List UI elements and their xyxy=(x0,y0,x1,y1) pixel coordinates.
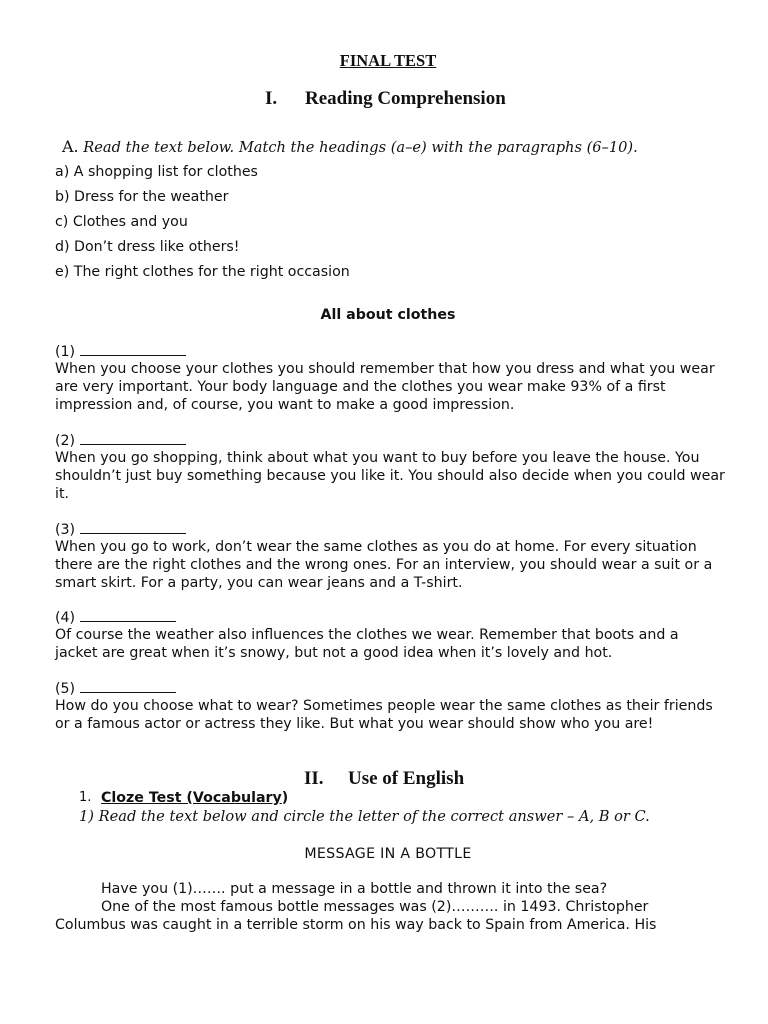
paragraph-label-number: (4) xyxy=(55,610,76,626)
heading-option-a: a) A shopping list for clothes xyxy=(55,164,258,180)
paragraph-2-label xyxy=(55,431,186,449)
paragraph-5-text: How do you choose what to wear? Sometimes people wear the same clothes as their friends or a famous actor or actress they like. But what you wear should show who you are! xyxy=(55,698,713,732)
cloze-title-tail: ) xyxy=(281,790,289,806)
paragraph-4-text: Of course the weather also influences the clothes we wear. Remember that boots and a jacket are great when it’s snowy, but not a good idea when it’s lovely and hot. xyxy=(55,627,679,661)
passage-title: All about clothes xyxy=(320,307,456,323)
bottle-passage-title: MESSAGE IN A BOTTLE xyxy=(304,846,472,862)
section-1-numeral: I. xyxy=(265,88,278,109)
heading-option-e: e) The right clothes for the right occasion xyxy=(55,264,350,280)
answer-blank[interactable] xyxy=(80,342,186,356)
answer-blank[interactable] xyxy=(80,520,186,534)
paragraph-label-number: (1) xyxy=(55,344,76,360)
paragraph-label-number: (3) xyxy=(55,522,76,538)
section-1-heading xyxy=(265,88,506,110)
answer-blank[interactable] xyxy=(80,679,176,693)
section-2-heading xyxy=(304,768,464,790)
paragraph-3-label xyxy=(55,520,186,538)
section-1-instruction xyxy=(62,137,638,156)
section-2-numeral: II. xyxy=(304,768,324,789)
cloze-number: 1. xyxy=(79,790,92,805)
instruction-lead: A. xyxy=(62,137,79,156)
paragraph-1-label xyxy=(55,342,186,360)
heading-option-d: d) Don’t dress like others! xyxy=(55,239,240,255)
answer-blank[interactable] xyxy=(80,431,186,445)
bottle-line-1: Have you (1)……. put a message in a bottle and thrown it into the sea? xyxy=(101,881,608,897)
paragraph-4-label xyxy=(55,608,176,626)
cloze-title-text: Cloze Test (Vocabulary xyxy=(101,790,282,806)
bottle-line-3: Columbus was caught in a terrible storm on his way back to Spain from America. His xyxy=(55,917,657,933)
section-2-title: Use of English xyxy=(348,768,465,789)
paragraph-1-text: When you choose your clothes you should remember that how you dress and what you wear are very important. Your body language and the clothes you wear make 93% of a first impression and, of course, you want to make a good impression. xyxy=(55,361,715,413)
paragraph-2-text: When you go shopping, think about what you want to buy before you leave the house. You shouldn’t just buy something because you like it. You should also decide when you could wear it. xyxy=(55,450,725,502)
paragraph-label-number: (5) xyxy=(55,681,76,697)
cloze-title xyxy=(101,790,288,806)
section-2-instruction: 1) Read the text below and circle the letter of the correct answer – A, B or C. xyxy=(79,808,650,825)
bottle-line-2: One of the most famous bottle messages was (2)………. in 1493. Christopher xyxy=(101,899,649,915)
paragraph-label-number: (2) xyxy=(55,433,76,449)
answer-blank[interactable] xyxy=(80,608,176,622)
heading-option-c: c) Clothes and you xyxy=(55,214,188,230)
instruction-text: Read the text below. Match the headings (a–e) with the paragraphs (6–10). xyxy=(78,139,638,156)
test-title: FINAL TEST xyxy=(339,51,437,70)
section-1-title: Reading Comprehension xyxy=(305,88,506,109)
paragraph-3-text: When you go to work, don’t wear the same clothes as you do at home. For every situation there are the right clothes and the wrong ones. For an interview, you should wear a suit or a smart skirt. For a party, you can wear jeans and a T-shirt. xyxy=(55,539,713,591)
heading-option-b: b) Dress for the weather xyxy=(55,189,229,205)
paragraph-5-label xyxy=(55,679,176,697)
